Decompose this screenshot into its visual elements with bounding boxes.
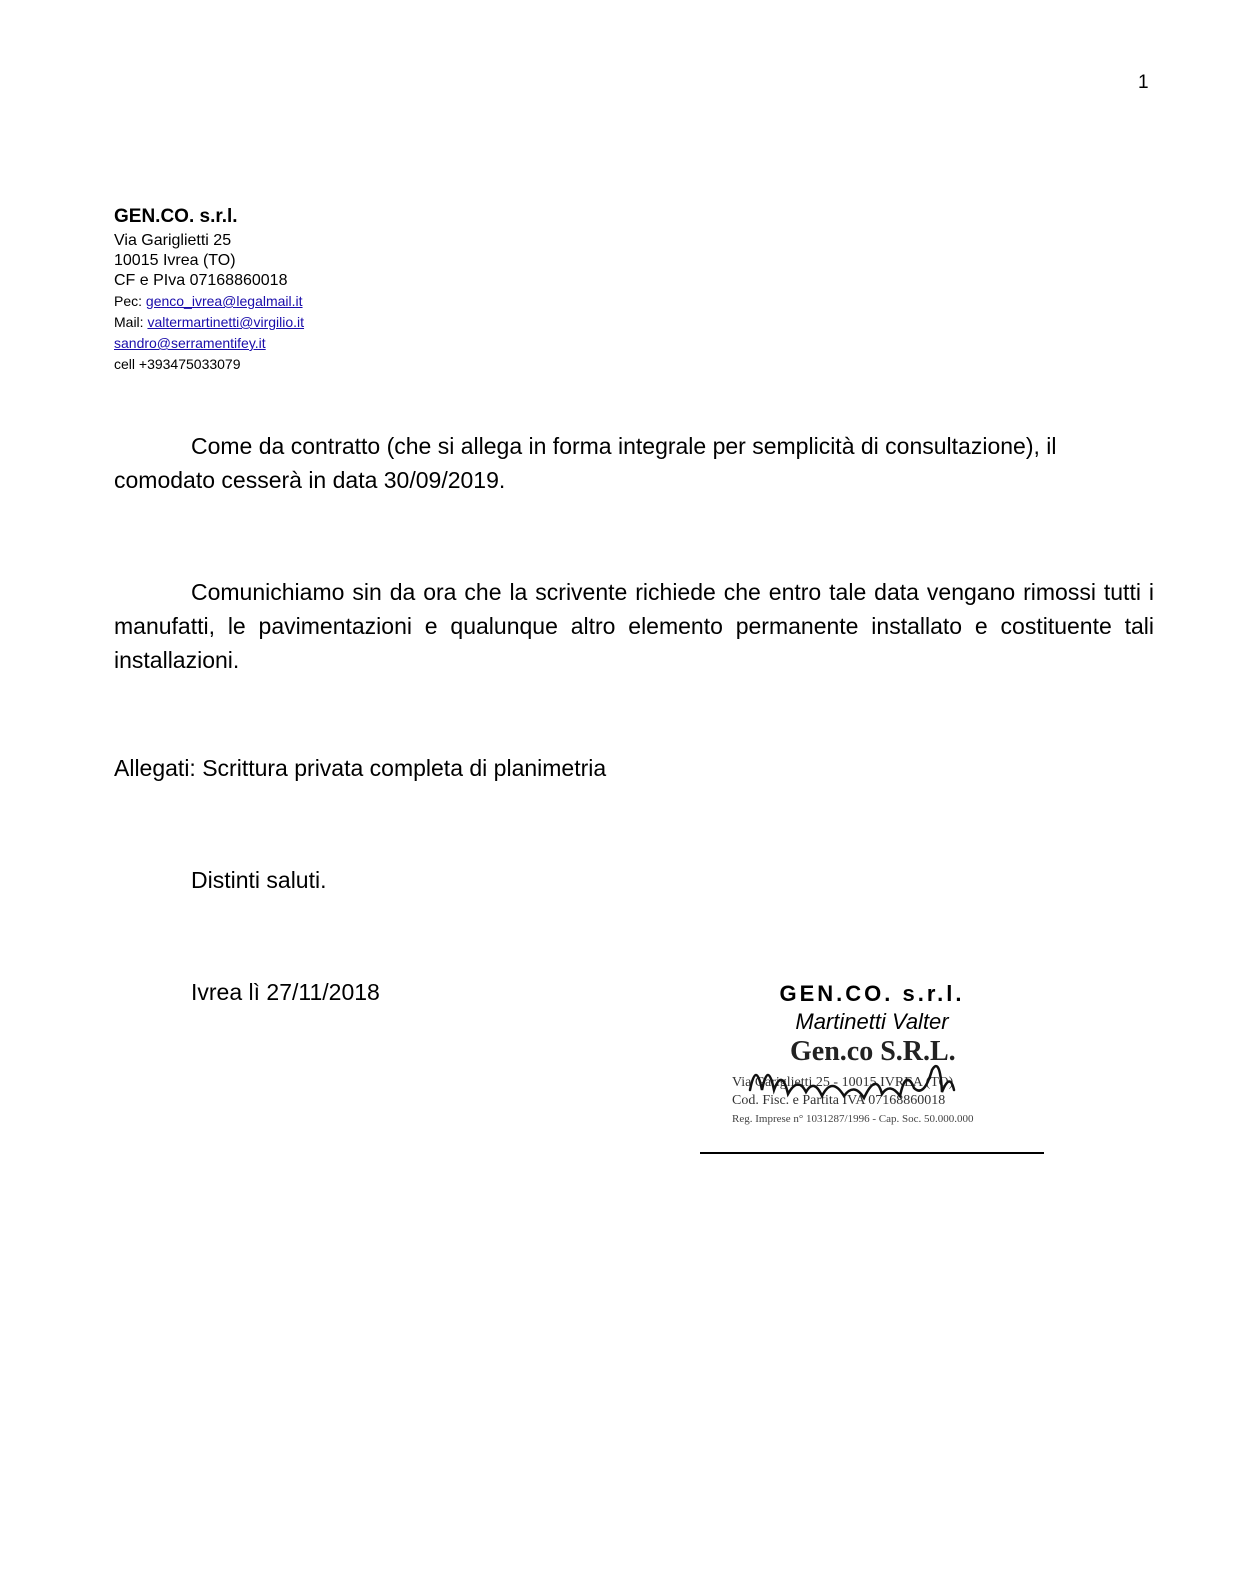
signature-block xyxy=(700,981,1044,1035)
sender-tax-id: CF e PIva 07168860018 xyxy=(114,272,288,289)
company-stamp xyxy=(730,1032,1020,1132)
sender-company: GEN.CO. s.r.l. xyxy=(114,206,238,227)
stamp-line1: Via Gariglietti 25 - 10015 IVREA (TO) xyxy=(732,1075,954,1090)
signature-company: GEN.CO. s.r.l. xyxy=(779,981,965,1006)
sender-address-line1: Via Gariglietti 25 xyxy=(114,232,232,249)
sender-block xyxy=(114,206,304,375)
pec-email-link[interactable]: genco_ivrea@legalmail.it xyxy=(145,293,303,309)
stamp-title: Gen.co S.R.L. xyxy=(790,1036,956,1067)
place-date: Ivrea lì 27/11/2018 xyxy=(191,979,380,1005)
mail-email2-link[interactable]: sandro@serramentifey.it xyxy=(114,335,266,351)
stamp-line2: Cod. Fisc. e Partita IVA 07168860018 xyxy=(732,1093,946,1108)
page-number: 1 xyxy=(1138,72,1149,93)
closing-greeting: Distinti saluti. xyxy=(191,867,327,893)
stamp-line3: Reg. Imprese n° 1031287/1996 - Cap. Soc. 50.000.000 xyxy=(732,1113,974,1125)
pec-line xyxy=(114,291,304,312)
cell-number: cell +393475033079 xyxy=(114,356,241,372)
body-paragraph-2: Comunichiamo sin da ora che la scrivente richiede che entro tale data vengano rimossi tutti i manufatti, le pavimentazioni e qualunque altro elemento permanente installato e costituente tali installazioni. xyxy=(114,579,1154,673)
mail-label: Mail: xyxy=(114,314,144,330)
body-paragraph-1: Come da contratto (che si allega in forma integrale per semplicità di consultazione), il comodato cesserà in data 30/09/2019. xyxy=(114,433,1057,493)
mail-email-link[interactable]: valtermartinetti@virgilio.it xyxy=(147,314,305,330)
mail-line-2 xyxy=(114,333,304,354)
signature-line xyxy=(700,1152,1044,1154)
attachments-line: Allegati: Scrittura privata completa di planimetria xyxy=(114,755,607,781)
signature-name: Martinetti Valter xyxy=(795,1009,949,1034)
sender-address-line2: 10015 Ivrea (TO) xyxy=(114,252,236,269)
pec-label: Pec: xyxy=(114,293,143,309)
mail-line xyxy=(114,312,304,333)
